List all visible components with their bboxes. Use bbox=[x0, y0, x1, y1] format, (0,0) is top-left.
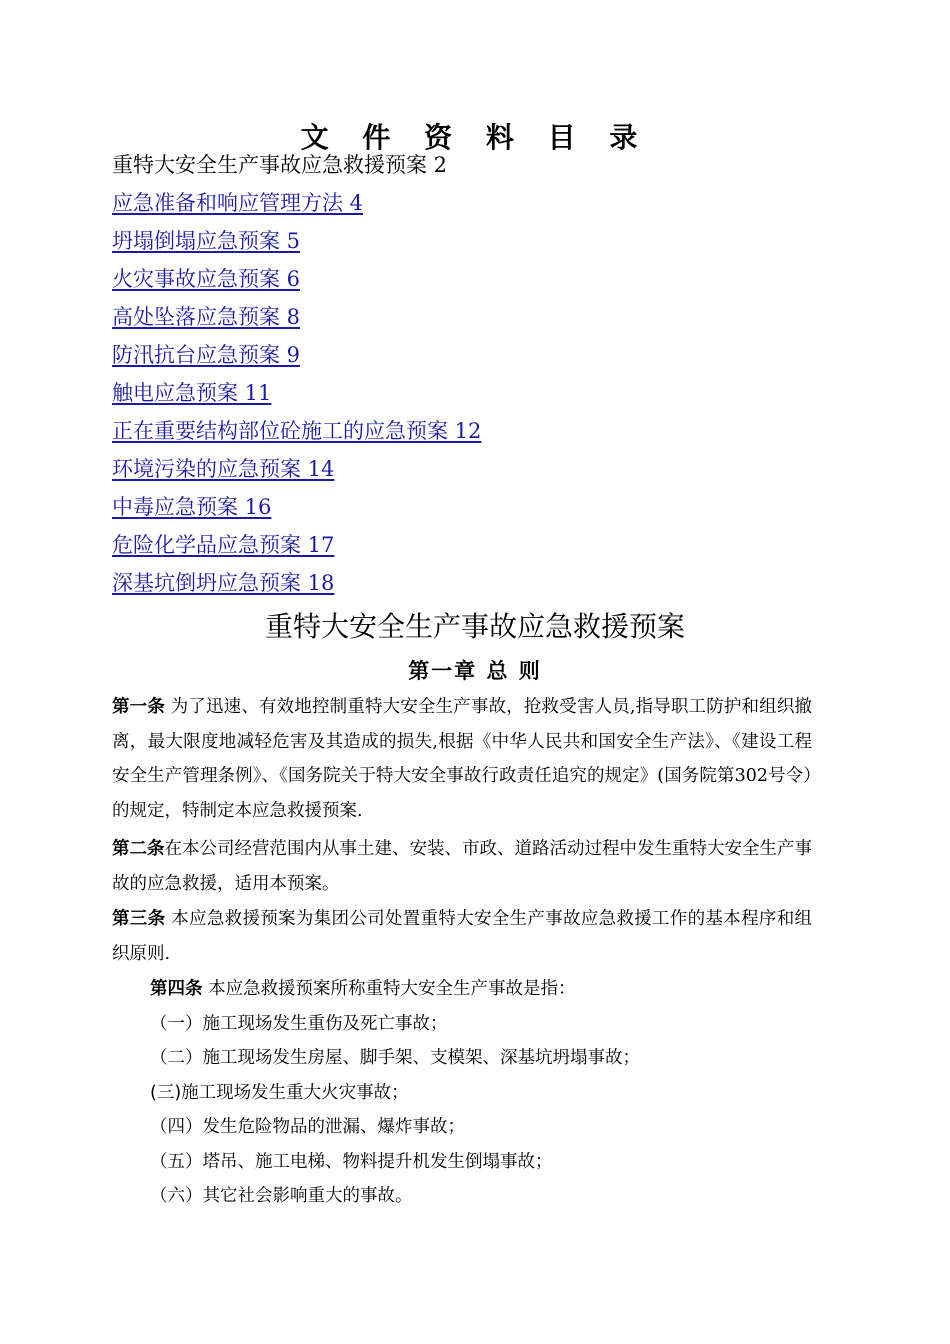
article-label: 第四条 bbox=[150, 979, 203, 999]
toc-entry-link[interactable]: 火灾事故应急预案 6 bbox=[112, 267, 301, 291]
article-label: 第三条 bbox=[112, 909, 166, 929]
toc-entry-link[interactable]: 正在重要结构部位砼施工的应急预案 12 bbox=[112, 419, 482, 443]
toc-entry-link[interactable]: 危险化学品应急预案 17 bbox=[112, 533, 335, 557]
list-item: （一）施工现场发生重伤及死亡事故； bbox=[150, 1013, 448, 1034]
toc-entry-link[interactable]: 坍塌倒塌应急预案 5 bbox=[112, 229, 301, 253]
toc-entry-link[interactable]: 应急准备和响应管理方法 4 bbox=[112, 191, 364, 215]
list-item: （二）施工现场发生房屋、脚手架、支模架、深基坑坍塌事故； bbox=[150, 1048, 640, 1068]
toc-entry-link[interactable]: 深基坑倒坍应急预案 18 bbox=[112, 571, 335, 595]
toc-entry[interactable]: 重特大安全生产事故应急救援预案 2 bbox=[112, 153, 448, 177]
article-3 bbox=[112, 902, 812, 971]
list-item: （四）发生危险物品的泄漏、爆炸事故； bbox=[150, 1117, 465, 1137]
article-4 bbox=[150, 972, 640, 1007]
article-text: 在本公司经营范围内从事土建、安装、市政、道路活动过程中发生重特大安全生产事故的应急救援，适用本预案。 bbox=[112, 839, 812, 894]
toc-entry-link[interactable]: 中毒应急预案 16 bbox=[112, 495, 272, 519]
document-heading: 重特大安全生产事故应急救援预案 bbox=[264, 610, 685, 643]
article-label: 第一条 bbox=[112, 697, 165, 717]
article-2 bbox=[112, 832, 812, 901]
article-1 bbox=[112, 690, 812, 828]
list-item: （五）塔吊、施工电梯、物料提升机发生倒塌事故； bbox=[150, 1151, 553, 1172]
toc-entry-link[interactable]: 环境污染的应急预案 14 bbox=[112, 457, 335, 481]
toc-entry-link[interactable]: 高处坠落应急预案 8 bbox=[112, 305, 301, 329]
list-item: (三)施工现场发生重大火灾事故； bbox=[150, 1082, 409, 1103]
chapter-heading: 第一章 总 则 bbox=[408, 659, 542, 683]
toc-entry-link[interactable]: 触电应急预案 11 bbox=[112, 381, 272, 405]
toc-entry-link[interactable]: 防汛抗台应急预案 9 bbox=[112, 343, 301, 367]
article-4-block bbox=[150, 972, 640, 1214]
article-text: 本应急救援预案所称重特大安全生产事故是指： bbox=[202, 979, 576, 999]
article-text: 为了迅速、有效地控制重特大安全生产事故，抢救受害人员,指导职工防护和组织撤离，最大限度地减轻危害及其造成的损失,根据《中华人民共和国安全生产法》、《建设工程安全生产管理条例》、《国务院关于特大安全事故行政责任追究的规定》(国务院第302号令）的规定，特制定本应急救援预案. bbox=[112, 697, 813, 821]
list-item: （六）其它社会影响重大的事故。 bbox=[150, 1186, 413, 1206]
article-label: 第二条 bbox=[112, 839, 165, 859]
toc-list bbox=[112, 150, 481, 606]
article-text: 本应急救援预案为集团公司处置重特大安全生产事故应急救援工作的基本程序和组织原则. bbox=[112, 909, 813, 964]
toc-title: 文 件 资 料 目 录 bbox=[300, 121, 650, 154]
